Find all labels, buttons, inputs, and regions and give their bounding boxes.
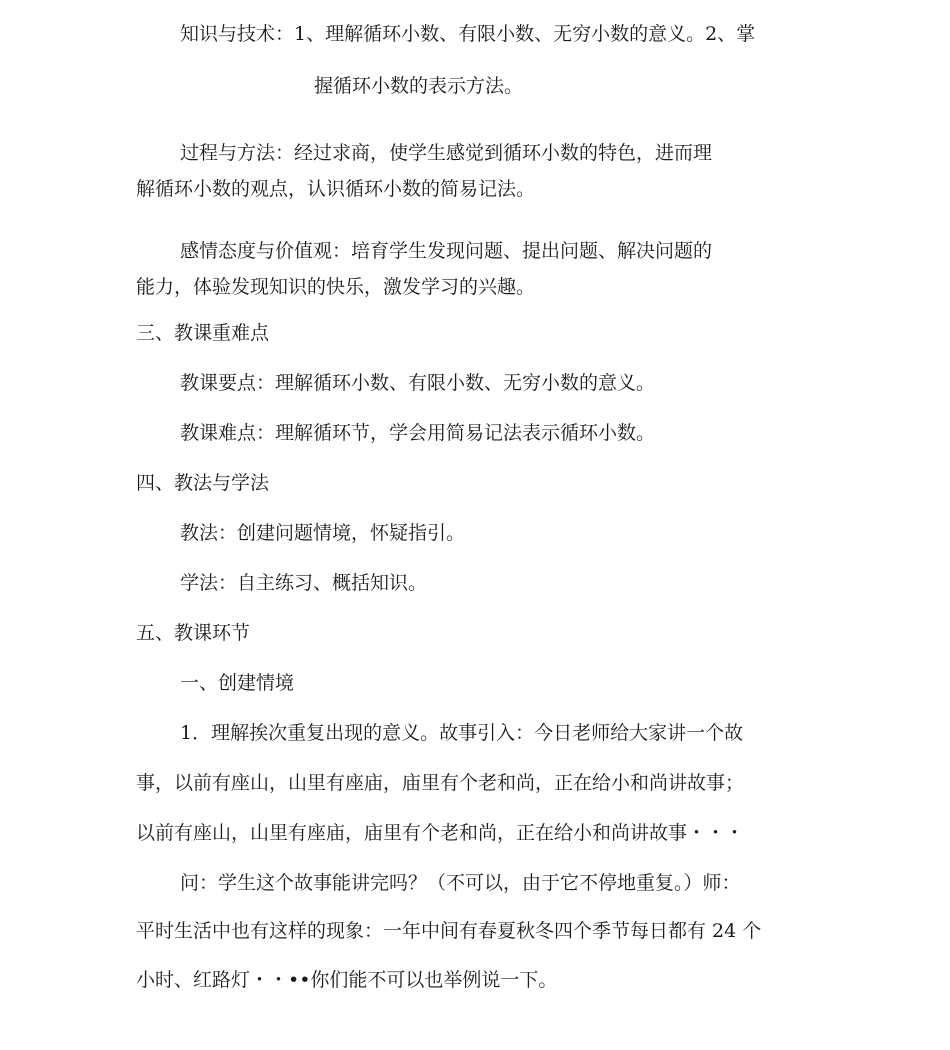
emotion-objective-line-2: 能力，体验发现知识的快乐，激发学习的兴趣。 — [136, 276, 536, 298]
knowledge-objective-line-1: 知识与技术：1、理解循环小数、有限小数、无穷小数的意义。2、掌 — [180, 23, 756, 45]
knowledge-objective-line-2: 握循环小数的表示方法。 — [314, 75, 524, 97]
paragraph-2-line-1: 问：学生这个故事能讲完吗？（不可以，由于它不停地重复。）师： — [180, 872, 741, 894]
process-objective-line-2: 解循环小数的观点，认识循环小数的简易记法。 — [136, 178, 536, 200]
section-3-heading: 三、教课重难点 — [136, 322, 270, 344]
teaching-method-text: 教法：创建问题情境，怀疑指引。 — [180, 522, 466, 544]
learning-method-text: 学法：自主练习、概括知识。 — [180, 572, 428, 594]
section-4-heading: 四、教法与学法 — [136, 472, 270, 494]
process-objective-line-1: 过程与方法：经过求商，使学生感觉到循环小数的特色，进而理 — [180, 142, 713, 164]
paragraph-1-line-3: 以前有座山，山里有座庙，庙里有个老和尚，正在给小和尚讲故事・・・ — [136, 822, 745, 844]
difficulty-text: 教课难点：理解循环节，学会用简易记法表示循环小数。 — [180, 422, 656, 444]
subsection-1-heading: 一、创建情境 — [180, 672, 295, 694]
section-5-heading: 五、教课环节 — [136, 622, 251, 644]
paragraph-2-line-2: 平时生活中也有这样的现象：一年中间有春夏秋冬四个季节每日都有 24 个 — [136, 920, 762, 942]
paragraph-2-line-3: 小时、红路灯・・••你们能不可以也举例说一下。 — [136, 969, 558, 991]
emotion-objective-line-1: 感情态度与价值观：培育学生发现问题、提出问题、解决问题的 — [180, 240, 713, 262]
paragraph-1-line-2: 事，以前有座山，山里有座庙，庙里有个老和尚，正在给小和尚讲故事； — [136, 772, 745, 794]
key-point-text: 教课要点：理解循环小数、有限小数、无穷小数的意义。 — [180, 372, 656, 394]
paragraph-1-line-1: 1．理解挨次重复出现的意义。故事引入：今日老师给大家讲一个故 — [180, 722, 744, 744]
